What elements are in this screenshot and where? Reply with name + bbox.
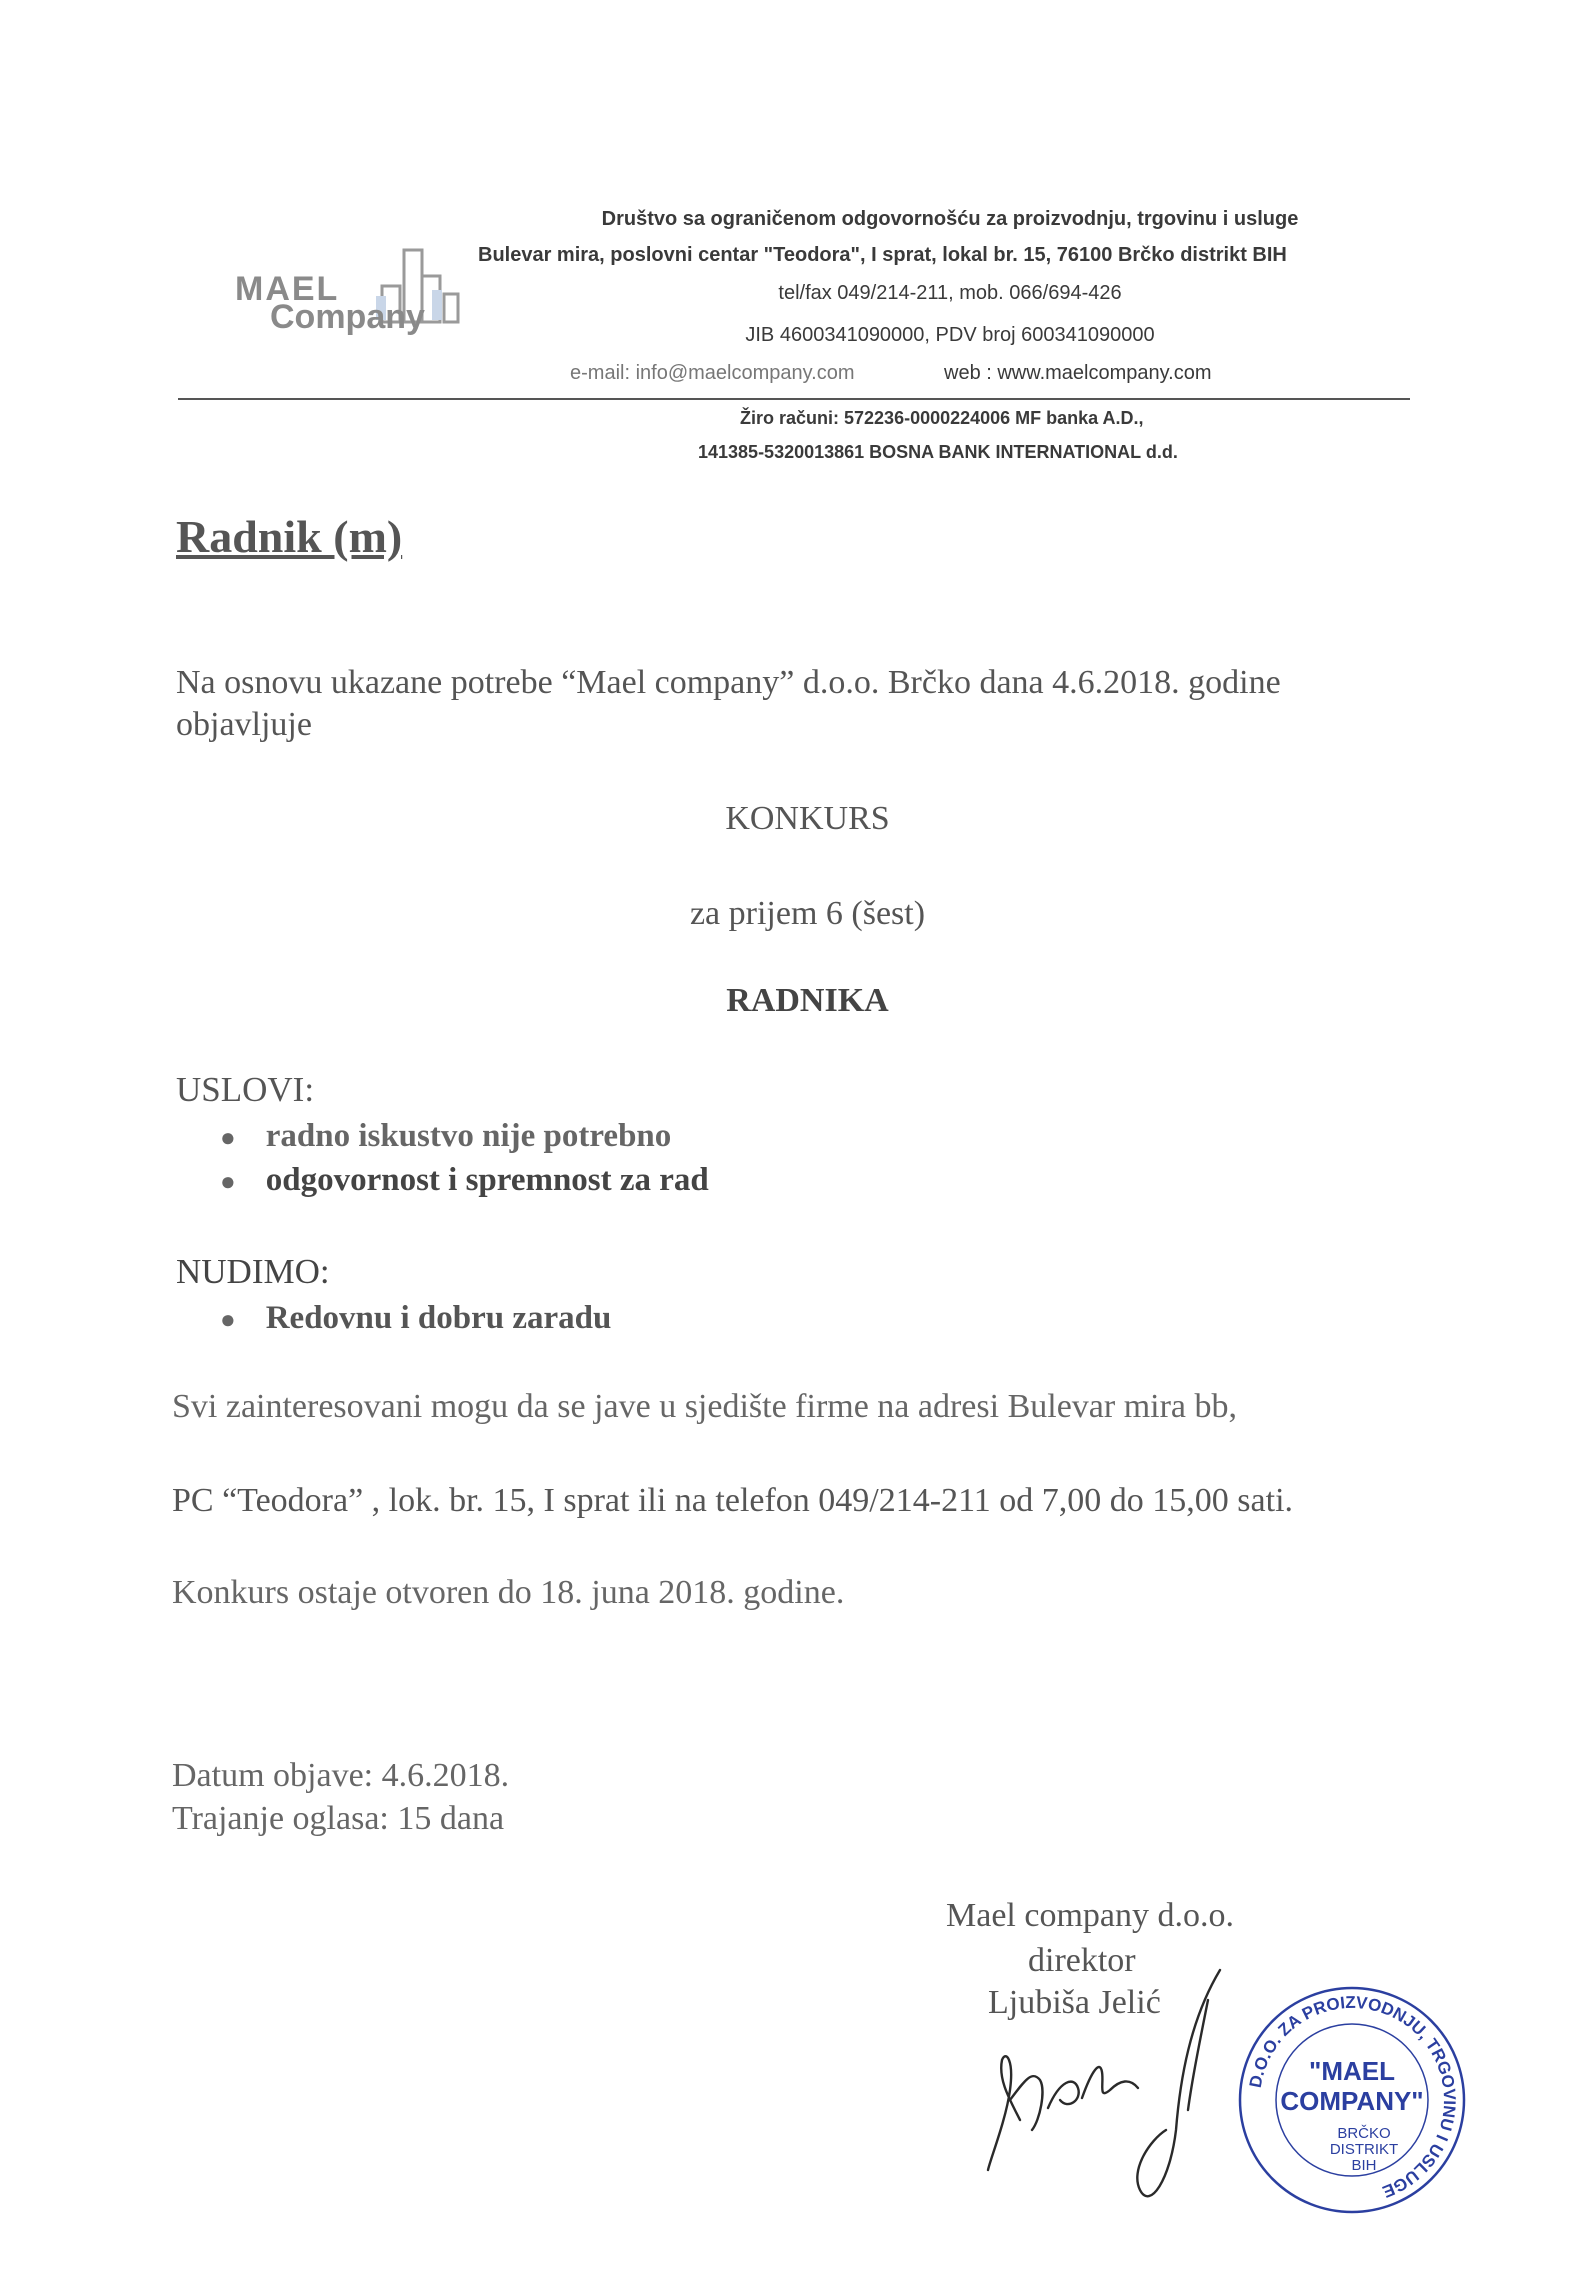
bullet-icon: ● bbox=[220, 1123, 236, 1152]
datum-objave: Datum objave: 4.6.2018. bbox=[172, 1757, 510, 1794]
list-item bbox=[220, 1162, 709, 1199]
company-stamp bbox=[1232, 1980, 1472, 2220]
konkurs-heading: KONKURS bbox=[725, 800, 890, 837]
uslovi-item-1: radno iskustvo nije potrebno bbox=[265, 1118, 672, 1154]
company-logo bbox=[232, 232, 472, 347]
stamp-center-2: COMPANY" bbox=[1280, 2086, 1424, 2116]
stamp-ring-text: D.O.O. ZA PROIZVODNJU, TRGOVINU I USLUGE bbox=[1245, 1992, 1460, 2202]
contact-line-2: PC “Teodora” , lok. br. 15, I sprat ili na telefon 049/214-211 od 7,00 do 15,00 sati. bbox=[172, 1482, 1294, 1519]
bullet-icon: ● bbox=[220, 1305, 236, 1334]
header-divider bbox=[178, 398, 1410, 400]
stamp-bottom-2: DISTRIKT bbox=[1329, 2141, 1399, 2158]
header-line-jib: JIB 4600341090000, PDV broj 600341090000 bbox=[745, 324, 1155, 346]
logo-text-mael: MAEL bbox=[235, 270, 340, 308]
logo-text-company: Company bbox=[270, 298, 425, 336]
header-line-company-type: Društvo sa ograničenom odgovornošću za proizvodnju, trgovinu i usluge bbox=[601, 208, 1299, 230]
header-bank-2: 141385-5320013861 BOSNA BANK INTERNATIONAL d.d. bbox=[698, 442, 1178, 462]
stamp-center-1: "MAEL bbox=[1309, 2056, 1395, 2086]
uslovi-item-2: odgovornost i spremnost za rad bbox=[265, 1162, 709, 1198]
stamp-bottom-1: BRČKO bbox=[1337, 2125, 1391, 2142]
signature-company: Mael company d.o.o. bbox=[946, 1897, 1234, 1934]
deadline-line: Konkurs ostaje otvoren do 18. juna 2018. godine. bbox=[172, 1574, 845, 1611]
radnika-heading: RADNIKA bbox=[726, 982, 889, 1019]
bullet-icon: ● bbox=[220, 1167, 236, 1196]
list-item bbox=[220, 1118, 671, 1155]
prijem-line: za prijem 6 (šest) bbox=[689, 895, 926, 932]
uslovi-heading: USLOVI: bbox=[176, 1070, 315, 1109]
intro-line-1: Na osnovu ukazane potrebe “Mael company” d.o.o. Brčko dana 4.6.2018. godine bbox=[176, 664, 1281, 701]
trajanje-oglasa: Trajanje oglasa: 15 dana bbox=[172, 1800, 505, 1837]
signature-name: Ljubiša Jelić bbox=[988, 1984, 1161, 2021]
signature-role: direktor bbox=[1028, 1942, 1136, 1979]
header-line-phone: tel/fax 049/214-211, mob. 066/694-426 bbox=[778, 282, 1122, 304]
header-web: web : www.maelcompany.com bbox=[944, 362, 1212, 384]
contact-line-1: Svi zainteresovani mogu da se jave u sjedište firme na adresi Bulevar mira bb, bbox=[172, 1388, 1238, 1425]
intro-line-2: objavljuje bbox=[176, 706, 312, 743]
header-line-address: Bulevar mira, poslovni centar "Teodora", I sprat, lokal br. 15, 76100 Brčko distrikt BIH bbox=[478, 244, 1287, 266]
page-title: Radnik (m) bbox=[176, 511, 403, 562]
header-email: e-mail: info@maelcompany.com bbox=[570, 362, 855, 384]
stamp-bottom-3: BIH bbox=[1351, 2157, 1377, 2174]
list-item bbox=[220, 1300, 611, 1337]
header-bank-1: Žiro računi: 572236-0000224006 MF banka A.D., bbox=[740, 408, 1144, 428]
nudimo-heading: NUDIMO: bbox=[176, 1252, 330, 1291]
nudimo-item-1: Redovnu i dobru zaradu bbox=[265, 1300, 612, 1336]
